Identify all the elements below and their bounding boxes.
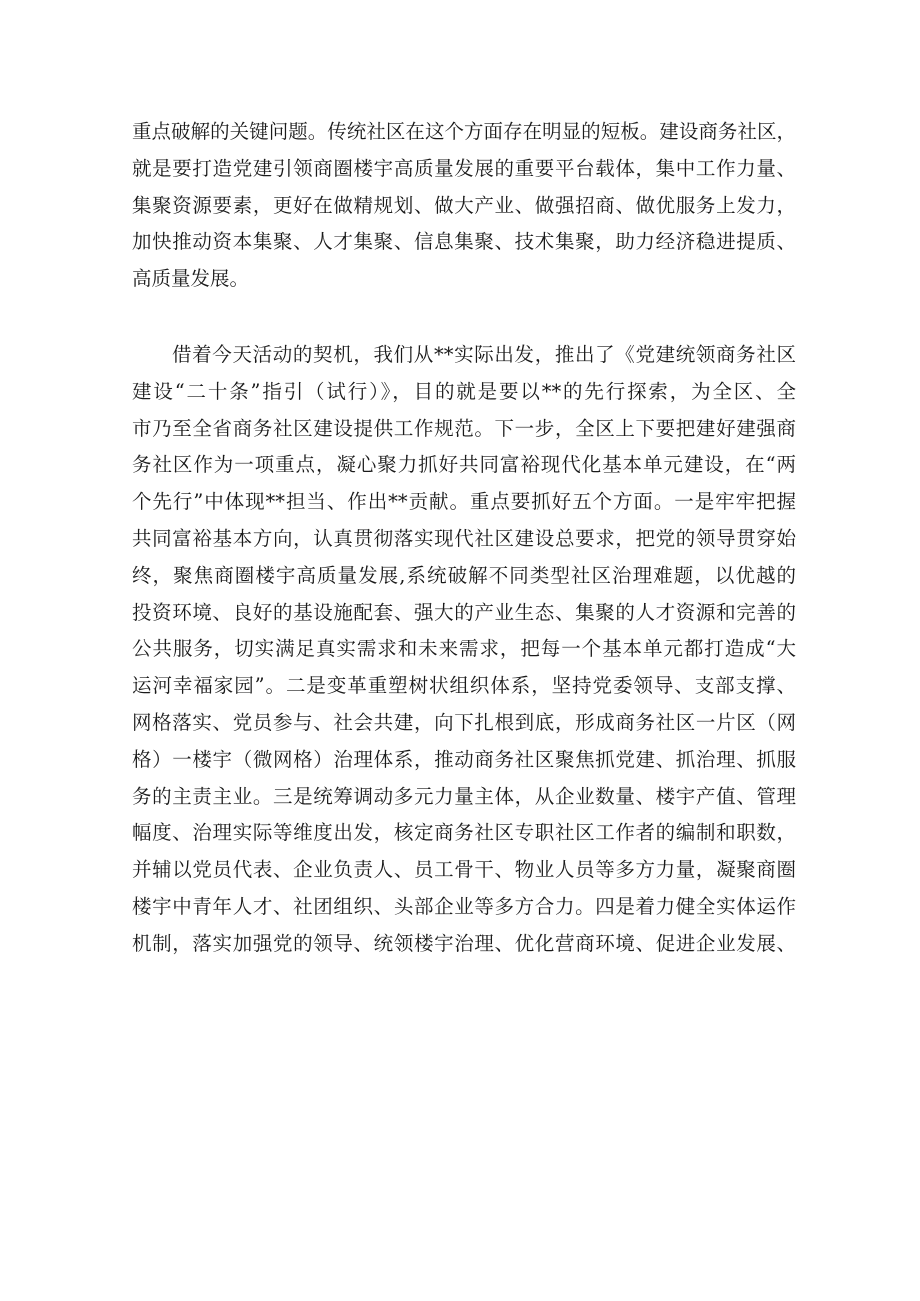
text-line: 终，聚焦商圈楼宇高质量发展,系统破解不同类型社区治理难题，以优越的 (132, 563, 796, 587)
text-line: 楼宇中青年人才、社团组织、头部企业等多方合力。四是着力健全实体运作 (132, 894, 796, 918)
text-line: 建设“二十条”指引（试行）》，目的就是要以**的先行探索，为全区、全 (132, 379, 796, 403)
text-line: 公共服务，切实满足真实需求和未来需求，把每一个基本单元都打造成“大 (132, 637, 796, 661)
text-line: 幅度、治理实际等维度出发，核定商务社区专职社区工作者的编制和职数， (132, 821, 796, 845)
text-line: 借着今天活动的契机，我们从**实际出发，推出了《党建统领商务社区 (172, 342, 796, 366)
text-line: 高质量发展。 (132, 267, 250, 291)
text-line: 加快推动资本集聚、人才集聚、信息集聚、技术集聚，助力经济稳进提质、 (132, 230, 796, 254)
text-line: 务的主责主业。三是统筹调动多元力量主体，从企业数量、楼宇产值、管理 (132, 784, 796, 808)
text-line: 市乃至全省商务社区建设提供工作规范。下一步，全区上下要把建好建强商 (132, 416, 796, 440)
paragraph-1 (132, 114, 796, 298)
text-line: 重点破解的关键问题。传统社区在这个方面存在明显的短板。建设商务社区， (132, 120, 796, 143)
text-line: 格）一楼宇（微网格）治理体系，推动商务社区聚焦抓党建、抓治理、抓服 (132, 747, 796, 771)
paragraph-2 (132, 337, 796, 963)
text-line: 共同富裕基本方向，认真贯彻落实现代社区建设总要求，把党的领导贯穿始 (132, 526, 796, 550)
text-line: 机制，落实加强党的领导、统领楼宇治理、优化营商环境、促进企业发展、 (132, 931, 796, 955)
text-line: 集聚资源要素，更好在做精规划、做大产业、做强招商、做优服务上发力， (132, 193, 796, 217)
text-line: 务社区作为一项重点，凝心聚力抓好共同富裕现代化基本单元建设，在“两 (132, 453, 796, 477)
text-line: 就是要打造党建引领商圈楼宇高质量发展的重要平台载体，集中工作力量、 (132, 156, 796, 180)
text-line: 运河幸福家园”。二是变革重塑树状组织体系，坚持党委领导、支部支撑、 (132, 674, 796, 698)
text-line: 投资环境、良好的基设施配套、强大的产业生态、集聚的人才资源和完善的 (132, 600, 796, 624)
text-line: 个先行”中体现**担当、作出**贡献。重点要抓好五个方面。一是牢牢把握 (132, 490, 796, 514)
document-body (132, 114, 796, 963)
text-line: 网格落实、党员参与、社会共建，向下扎根到底，形成商务社区一片区（网 (132, 710, 796, 734)
text-line: 并辅以党员代表、企业负责人、员工骨干、物业人员等多方力量，凝聚商圈 (132, 858, 796, 882)
paragraph-spacer (132, 298, 796, 337)
